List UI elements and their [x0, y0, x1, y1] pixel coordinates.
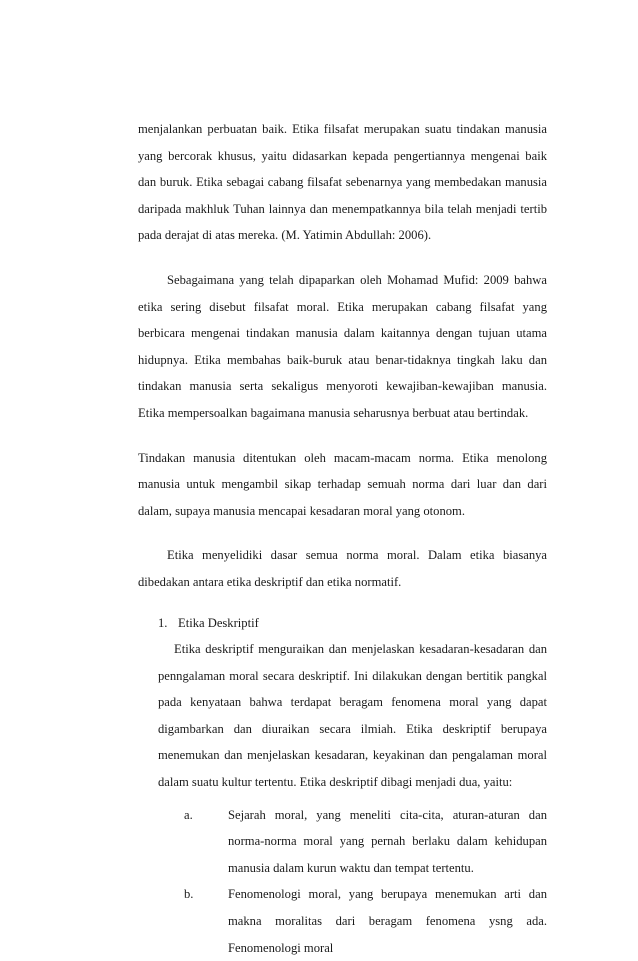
- sub-list-item-a-mark: a.: [184, 802, 228, 882]
- paragraph-1: menjalankan perbuatan baik. Etika filsafat merupakan suatu tindakan manusia yang bercorak khusus, yaitu didasarkan kepada pengertiannya mengenai baik dan buruk. Etika sebagai cabang filsafat sebenarnya yang membedakan manusia daripada makhluk Tuhan lainnya dan menempatkannya bila telah menjadi tertib pada derajat di atas mereka. (M. Yatimin Abdullah: 2006).: [138, 116, 547, 249]
- paragraph-4: Etika menyelidiki dasar semua norma moral. Dalam etika biasanya dibedakan antara etika deskriptif dan etika normatif.: [138, 542, 547, 595]
- sub-list: [184, 802, 547, 961]
- page-content: [138, 116, 547, 961]
- numbered-list: [158, 610, 547, 961]
- paragraph-3: Tindakan manusia ditentukan oleh macam-macam norma. Etika menolong manusia untuk mengambil sikap terhadap semuah norma dari luar dan dari dalam, supaya manusia mencapai kesadaran moral yang otonom.: [138, 445, 547, 525]
- sub-list-item-b-mark: b.: [184, 881, 228, 961]
- list-item-1-body-wrap: [158, 636, 547, 796]
- list-item-1-body: Etika deskriptif menguraikan dan menjelaskan kesadaran-kesadaran dan penngalaman moral secara deskriptif. Ini dilakukan dengan bertitik pangkal pada kenyataan bahwa terdapat beragam fenomena moral yang dapat digambarkan dan diuraikan secara ilmiah. Etika deskriptif berupaya menemukan dan menjelaskan kesadaran, keyakinan dan pengalaman moral dalam suatu kultur tertentu. Etika deskriptif dibagi menjadi dua, yaitu:: [158, 636, 547, 796]
- list-item-1-title: Etika Deskriptif: [178, 610, 259, 637]
- paragraph-2: Sebagaimana yang telah dipaparkan oleh Mohamad Mufid: 2009 bahwa etika sering disebut filsafat moral. Etika merupakan cabang filsafat yang berbicara mengenai tindakan manusia dalam kaitannya dengan tujuan utama hidupnya. Etika membahas baik-buruk atau benar-tidaknya tingkah laku dan tindakan manusia serta sekaligus menyoroti kewajiban-kewajiban manusia. Etika mempersoalkan bagaimana manusia seharusnya berbuat atau bertindak.: [138, 267, 547, 427]
- sub-list-item-a-text: Sejarah moral, yang meneliti cita-cita, aturan-aturan dan norma-norma moral yang pernah berlaku dalam kehidupan manusia dalam kurun waktu dan tempat tertentu.: [228, 802, 547, 882]
- list-item-1-heading: [158, 610, 547, 637]
- sub-list-item-a: [184, 802, 547, 882]
- list-item-1-number: 1.: [158, 610, 174, 637]
- sub-list-item-b-text: Fenomenologi moral, yang berupaya menemukan arti dan makna moralitas dari beragam fenomena ysng ada. Fenomenologi moral: [228, 881, 547, 961]
- sub-list-item-b: [184, 881, 547, 961]
